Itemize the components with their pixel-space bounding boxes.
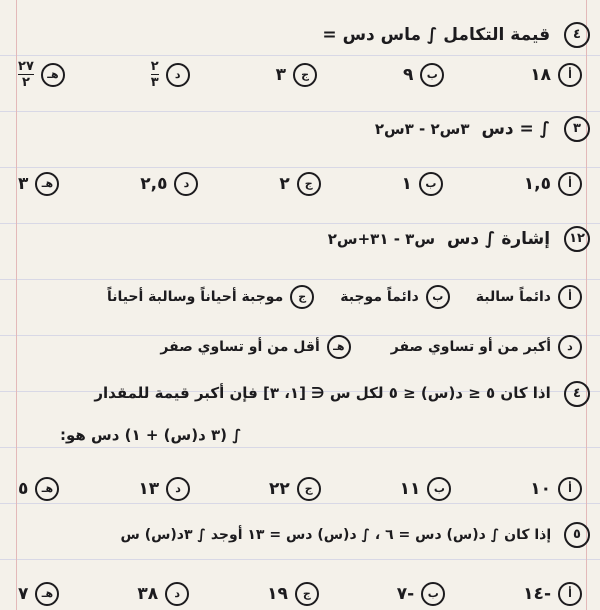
option-a: أ ١,٥ [524,172,582,196]
question-number: ٤ [564,381,590,407]
question-text: اذا كان ٥ ≤ د(س) ≤ ٥ لكل س ∈ [١، ٣] فإن أكبر قيمة للمقدار [94,384,551,402]
question-3-options-row-1 [18,285,582,309]
integrand-fraction: ٣س٢ - ٣س٢ [374,120,470,138]
question-4 [10,380,590,407]
option-c: ج موجبة أحياناً وسالبة أحياناً [107,285,314,309]
fraction: $\frac{٢٧}{٢}$ [18,59,34,90]
question-1-options [18,60,582,89]
option-a: أ ١٨ [530,63,582,87]
option-d: د ٢,٥ [140,172,198,196]
option-c: ج ٢٢ [269,477,321,501]
option-b: ب -٧ [397,582,445,606]
question-5-options [18,582,582,606]
question-4-options [18,477,582,501]
question-3 [10,226,590,252]
option-c: ج ٢ [279,172,320,196]
question-number: ٥ [564,522,590,548]
integrand-fraction: س٣ - ٣١+س٢ [327,230,436,248]
option-c: ج ٣ [276,63,317,87]
option-e: هـ أقل من أو تساوي صفر [160,335,350,359]
option-a: أ ١٠ [530,477,582,501]
question-2-options [18,172,582,196]
question-3-options-row-2 [18,335,582,359]
left-margin-line [16,0,17,610]
question-5 [10,522,590,548]
question-2 [10,116,590,142]
option-c: ج ١٩ [267,582,319,606]
option-b: ب ١١ [400,477,452,501]
option-b: ب ٩ [403,63,444,87]
option-e: هـ ٧ [18,582,59,606]
option-d: د أكبر من أو تساوي صفر [391,335,582,359]
option-a: أ -١٤ [523,582,582,606]
question-1 [10,22,590,48]
question-number: ١٢ [564,226,590,252]
question-text: قيمة التكامل ∫ ماس دس = [322,25,551,45]
question-text: إذا كان ∫ د(س) دس = ٦ ، ∫ د(س) دس = ١٣ أوجد ∫ ٣د(س) س [120,527,552,543]
option-e: هـ $\frac{٢٧}{٢}$ [18,60,65,89]
question-text: إشارة ∫ دس [446,229,551,249]
option-b: ب دائماً موجبة [340,285,450,309]
option-a: أ دائماً سالبة [476,285,582,309]
question-number: ٣ [564,116,590,142]
option-e: هـ ٥ [18,477,59,501]
question-text: ∫ = دس [481,119,551,139]
option-e: هـ ٣ [18,172,59,196]
fraction: $\frac{٢}{٣}$ [150,59,159,90]
question-number: ٤ [564,22,590,48]
right-margin-line [586,0,587,610]
question-4-subtext: ∫ (٣ د(س) + ١) دس هو: [60,426,242,444]
option-b: ب ١ [402,172,443,196]
option-d: د $\frac{٢}{٣}$ [151,60,190,89]
option-d: د ١٣ [138,477,190,501]
option-d: د ٣٨ [137,582,189,606]
